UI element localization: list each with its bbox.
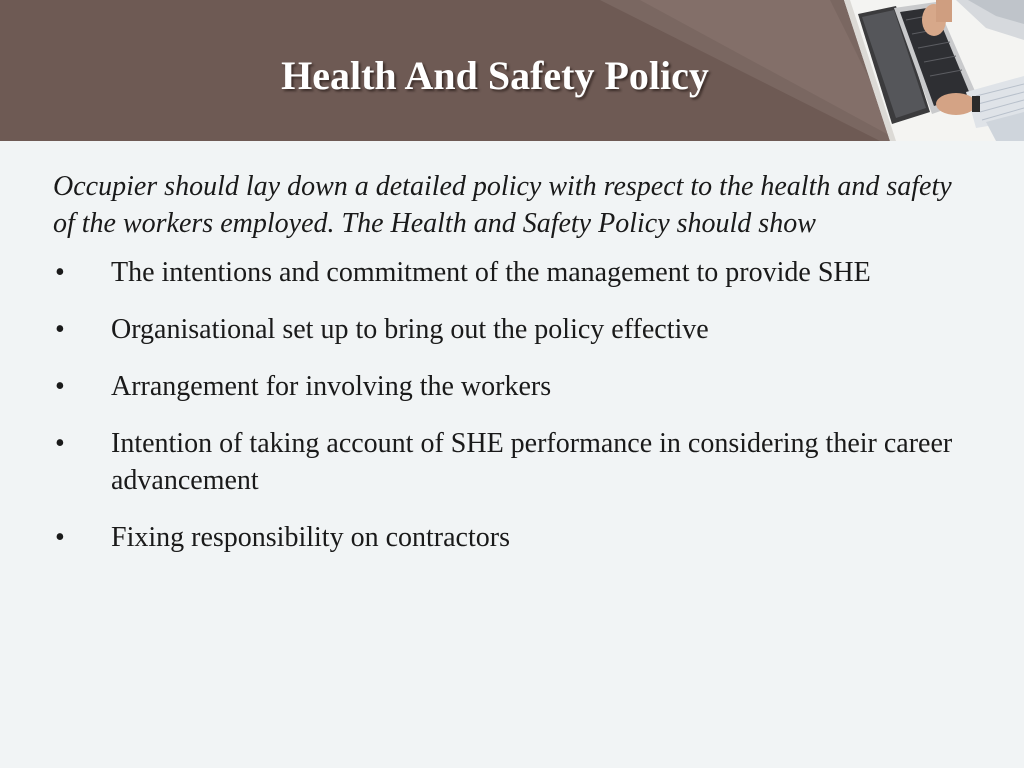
bullet-text: Intention of taking account of SHE performance in considering their career advancement: [111, 428, 953, 496]
intro-paragraph: Occupier should lay down a detailed policy with respect to the health and safety of the workers employed. The Health and Safety Policy should show: [53, 171, 952, 239]
page-title: Health And Safety Policy: [281, 53, 709, 98]
bullet-text: Arrangement for involving the workers: [111, 371, 552, 402]
bullet-text: Organisational set up to bring out the policy effective: [111, 314, 709, 345]
laptop-photo: [836, 0, 1024, 141]
bullet-text: The intentions and commitment of the management to provide SHE: [111, 257, 871, 288]
list-item: [53, 519, 973, 556]
bullet-icon: •: [55, 257, 65, 288]
list-item: [53, 368, 973, 405]
bullet-icon: •: [55, 371, 65, 402]
bullet-text: Fixing responsibility on contractors: [111, 522, 510, 553]
list-item: [53, 425, 973, 499]
bullet-icon: •: [55, 428, 65, 459]
bullet-list: [53, 254, 973, 556]
list-item: [53, 254, 973, 291]
bullet-icon: •: [55, 314, 65, 345]
slide-body: [53, 168, 973, 576]
header-bar: [0, 0, 1024, 141]
list-item: [53, 311, 973, 348]
bullet-icon: •: [55, 522, 65, 553]
